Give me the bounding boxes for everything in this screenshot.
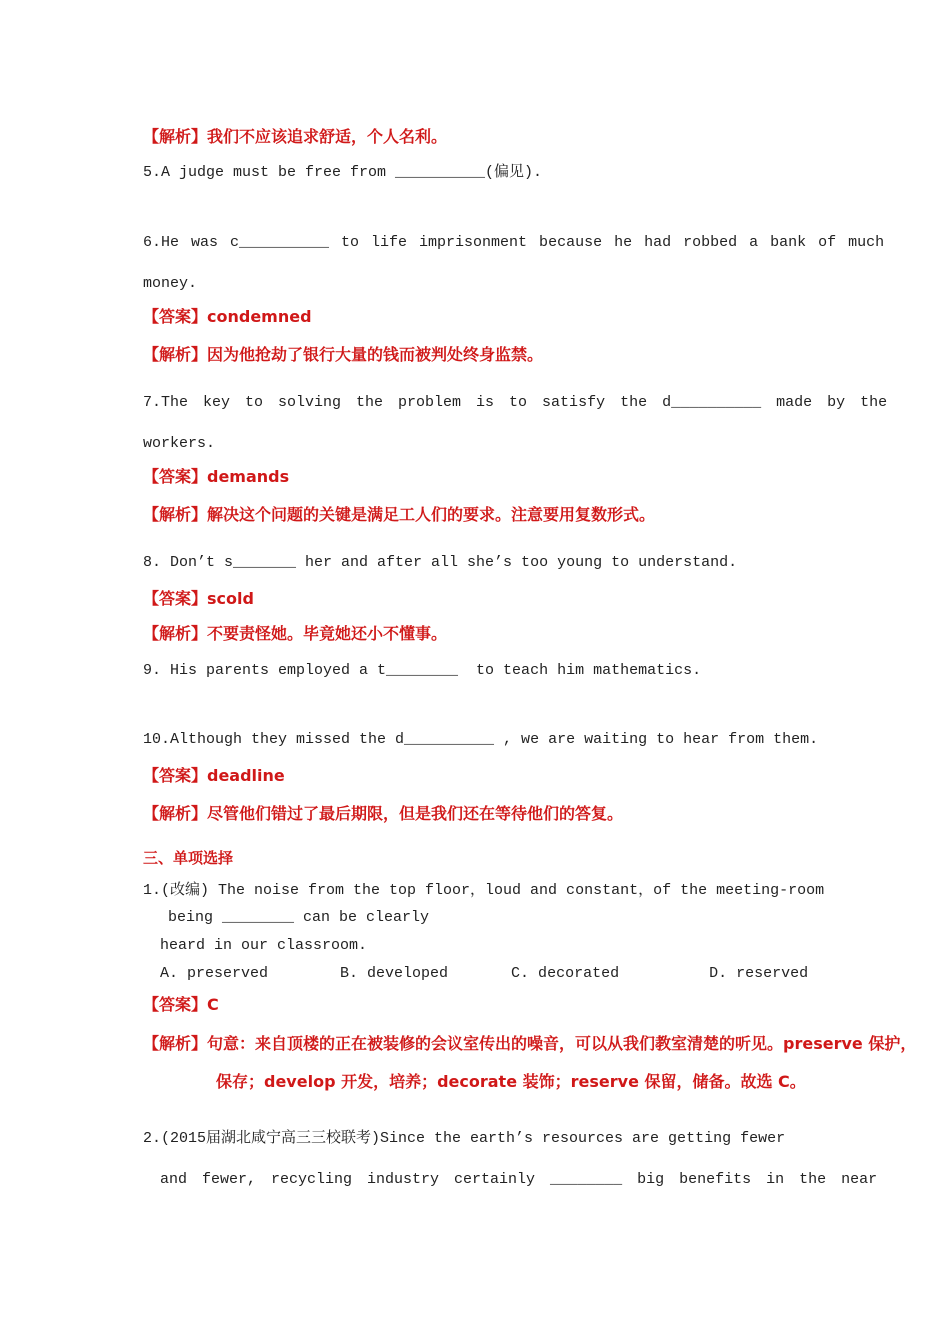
q8-answer: 【答案】scold bbox=[143, 589, 254, 608]
mc1-stem-line2: being ________ can be clearly bbox=[168, 909, 430, 926]
mc1-answer: 【答案】C bbox=[143, 995, 219, 1014]
q10-text: 10.Although they missed the d__________ , we are waiting to hear from them. bbox=[143, 731, 819, 748]
q8-analysis: 【解析】不要责怪她。毕竟她还小不懂事。 bbox=[143, 624, 448, 643]
q8-text: 8. Don’t s_______ her and after all she’s too young to understand. bbox=[143, 554, 738, 571]
q9-text: 9. His parents employed a t________ to teach him mathematics. bbox=[143, 662, 702, 679]
q6-text-line2: money. bbox=[143, 275, 198, 292]
q6-analysis: 【解析】因为他抢劫了银行大量的钱而被判处终身监禁。 bbox=[143, 345, 544, 364]
q6-text-line1: 6.He was c__________ to life imprisonment because he had robbed a bank of much bbox=[143, 234, 885, 251]
q7-answer: 【答案】demands bbox=[143, 467, 290, 486]
q6-answer: 【答案】condemned bbox=[143, 307, 312, 326]
q7-text-line2: workers. bbox=[143, 435, 216, 452]
mc1-options: A. preserved B. developed C. decorated D. reserved bbox=[160, 965, 809, 982]
q7-analysis: 【解析】解决这个问题的关键是满足工人们的要求。注意要用复数形式。 bbox=[143, 505, 656, 524]
section-heading: 三、单项选择 bbox=[143, 849, 234, 867]
q10-answer: 【答案】deadline bbox=[143, 766, 285, 785]
mc1-stem-line1: 1.(改编) The noise from the top floor，loud and constant，of the meeting-room bbox=[143, 882, 825, 899]
q7-text-line1: 7.The key to solving the problem is to satisfy the d__________ made by the bbox=[143, 394, 888, 411]
mc1-analysis-line2: 保存；develop 开发，培养；decorate 装饰；reserve 保留，储备。故选 C。 bbox=[216, 1072, 806, 1091]
q5-text: 5.A judge must be free from __________(偏见). bbox=[143, 164, 543, 181]
q10-analysis: 【解析】尽管他们错过了最后期限，但是我们还在等待他们的答复。 bbox=[143, 804, 624, 823]
mc1-analysis-line1: 【解析】句意：来自顶楼的正在被装修的会议室传出的噪音，可以从我们教室清楚的听见。preserve 保护， bbox=[143, 1034, 917, 1053]
mc1-stem-line3: heard in our classroom. bbox=[160, 937, 368, 954]
mc2-stem-line1: 2.(2015届湖北咸宁高三三校联考)Since the earth’s resources are getting fewer bbox=[143, 1130, 786, 1147]
mc2-stem-line2: and fewer, recycling industry certainly ________ big benefits in the near bbox=[160, 1171, 878, 1188]
q4-analysis: 【解析】我们不应该追求舒适，个人名利。 bbox=[143, 127, 448, 146]
